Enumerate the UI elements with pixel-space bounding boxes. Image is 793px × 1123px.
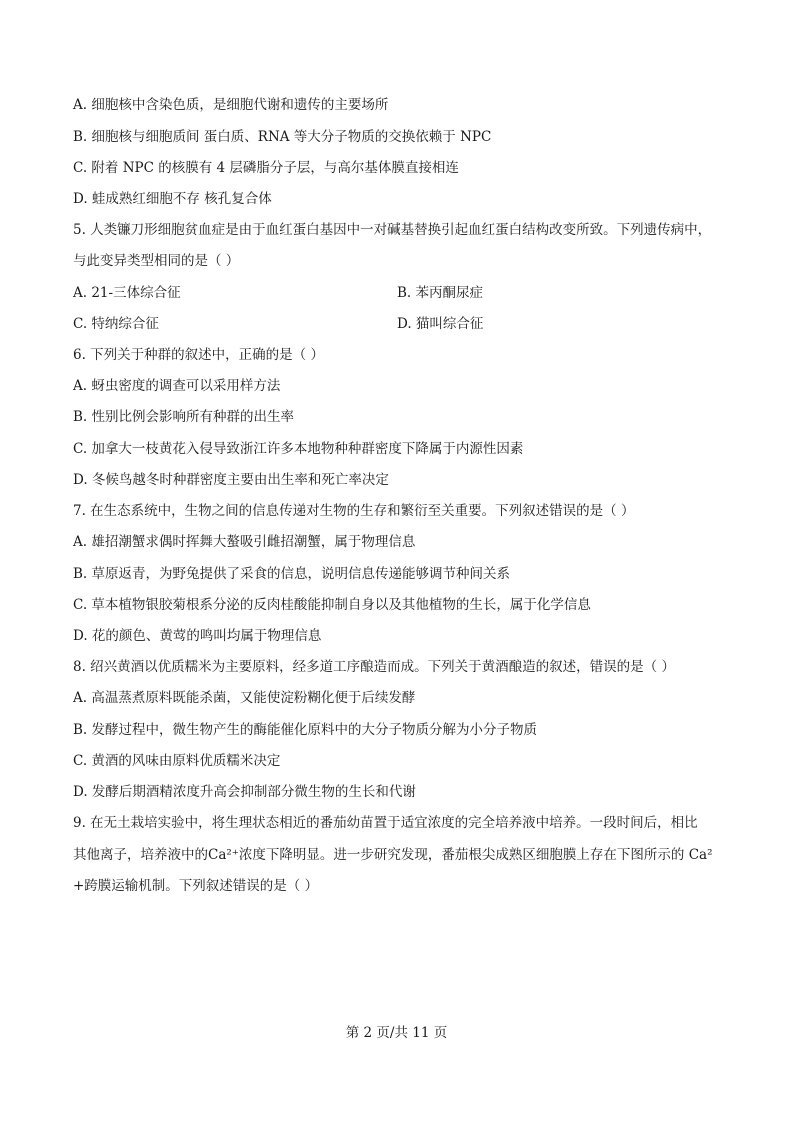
- q6-option-d: D. 冬候鸟越冬时种群密度主要由出生率和死亡率决定: [73, 472, 389, 488]
- q4-option-c: C. 附着 NPC 的核膜有 4 层磷脂分子层，与高尔基体膜直接相连: [73, 160, 459, 176]
- q4-option-a: A. 细胞核中含染色质，是细胞代谢和遗传的主要场所: [73, 97, 389, 113]
- q6-option-b: B. 性别比例会影响所有种群的出生率: [73, 409, 295, 425]
- q5-stem-line2: 与此变异类型相同的是（ ）: [73, 253, 240, 269]
- q9-stem-line1: 9. 在无土栽培实验中，将生理状态相近的番茄幼苗置于适宜浓度的完全培养液中培养。一段时间后，相比: [73, 815, 698, 831]
- q5-option-b: B. 苯丙酮尿症: [397, 285, 484, 301]
- q7-option-a: A. 雄招潮蟹求偶时挥舞大螯吸引雌招潮蟹，属于物理信息: [73, 534, 416, 550]
- q8-option-b: B. 发酵过程中，微生物产生的酶能催化原料中的大分子物质分解为小分子物质: [73, 722, 538, 738]
- q5-option-c: C. 特纳综合征: [73, 316, 159, 332]
- q5-option-d: D. 猫叫综合征: [397, 316, 484, 332]
- q5-stem-line1: 5. 人类镰刀形细胞贫血症是由于血红蛋白基因中一对碱基替换引起血红蛋白结构改变所致。下列遗传病中，: [73, 222, 712, 238]
- q9-stem-line2: 其他离子，培养液中的Ca²⁺浓度下降明显。进一步研究发现，番茄根尖成熟区细胞膜上存在下图所示的 Ca²: [73, 847, 713, 863]
- q7-option-c: C. 草本植物银胶菊根系分泌的反肉桂酸能抑制自身以及其他植物的生长，属于化学信息: [73, 597, 591, 613]
- q7-stem: 7. 在生态系统中，生物之间的信息传递对生物的生存和繁衍至关重要。下列叙述错误的是（ ）: [73, 503, 635, 519]
- q8-stem: 8. 绍兴黄酒以优质糯米为主要原料，经多道工序酿造而成。下列关于黄酒酿造的叙述，错误的是（ ）: [73, 659, 675, 675]
- q8-option-d: D. 发酵后期酒精浓度升高会抑制部分微生物的生长和代谢: [73, 784, 416, 800]
- q6-option-c: C. 加拿大一枝黄花入侵导致浙江许多本地物种种群密度下降属于内源性因素: [73, 441, 524, 457]
- q4-option-d: D. 蛙成熟红细胞不存 核孔复合体: [73, 191, 272, 207]
- q4-option-b: B. 细胞核与细胞质间 蛋白质、RNA 等大分子物质的交换依赖于 NPC: [73, 129, 492, 145]
- page-number-footer: 第 2 页/共 11 页: [345, 1025, 448, 1041]
- q6-option-a: A. 蚜虫密度的调查可以采用样方法: [73, 378, 281, 394]
- q7-option-d: D. 花的颜色、黄莺的鸣叫均属于物理信息: [73, 628, 322, 644]
- q6-stem: 6. 下列关于种群的叙述中，正确的是（ ）: [73, 347, 324, 363]
- q7-option-b: B. 草原返青，为野兔提供了采食的信息，说明信息传递能够调节种间关系: [73, 566, 511, 582]
- q9-stem-line3: +跨膜运输机制。下列叙述错误的是（ ）: [73, 878, 319, 894]
- q8-option-a: A. 高温蒸煮原料既能杀菌，又能使淀粉糊化便于后续发酵: [73, 690, 416, 706]
- q5-option-a: A. 21-三体综合征: [73, 285, 181, 301]
- q8-option-c: C. 黄酒的风味由原料优质糯米决定: [73, 753, 281, 769]
